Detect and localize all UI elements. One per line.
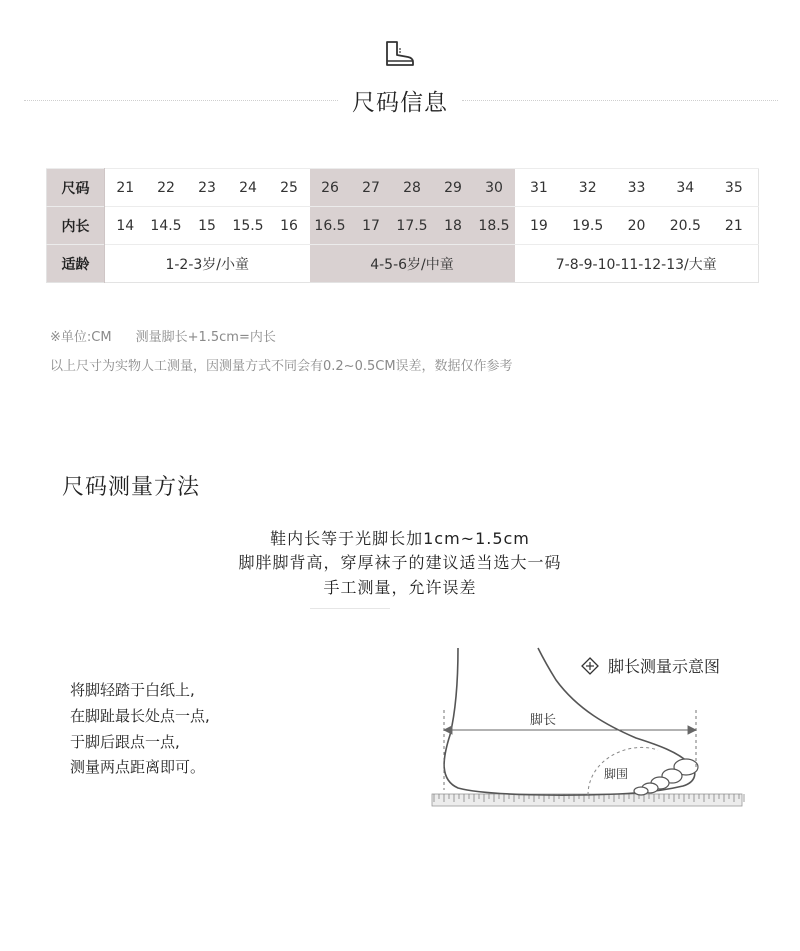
age-group-middle: 4-5-6岁/中童: [310, 245, 515, 283]
size-cell: 27: [351, 169, 392, 207]
length-cell: 19: [515, 207, 564, 245]
length-cell: 15: [187, 207, 228, 245]
row-label-inner-length: 内长: [47, 207, 105, 245]
length-label: 脚长: [530, 713, 557, 728]
length-cell: 17.5: [392, 207, 433, 245]
length-cell: 21: [710, 207, 759, 245]
size-cell: 24: [228, 169, 269, 207]
age-group-small: 1-2-3岁/小童: [105, 245, 310, 283]
length-cell: 20: [612, 207, 661, 245]
length-cell: 15.5: [228, 207, 269, 245]
size-cell: 29: [433, 169, 474, 207]
ruler: [432, 794, 744, 806]
length-cell: 18.5: [474, 207, 515, 245]
size-cell: 22: [146, 169, 187, 207]
length-cell: 20.5: [661, 207, 710, 245]
tip-divider: [310, 608, 390, 609]
length-cell: 19.5: [563, 207, 612, 245]
size-cell: 31: [515, 169, 564, 207]
size-table: [46, 168, 759, 283]
unit-text: ※单位:CM: [50, 330, 112, 345]
size-cell: 21: [105, 169, 146, 207]
age-group-large: 7-8-9-10-11-12-13/大童: [515, 245, 759, 283]
length-cell: 18: [433, 207, 474, 245]
tip-line: 脚胖脚背高，穿厚袜子的建议适当选大一码: [238, 553, 562, 572]
size-cell: 30: [474, 169, 515, 207]
row-label-age: 适龄: [47, 245, 105, 283]
section-title: 尺码测量方法: [62, 475, 201, 500]
step-line: 将脚轻踏于白纸上,: [70, 681, 195, 699]
girth-label: 脚围: [604, 767, 629, 781]
size-cell: 32: [563, 169, 612, 207]
size-cell: 35: [710, 169, 759, 207]
size-cell: 34: [661, 169, 710, 207]
length-cell: 14.5: [146, 207, 187, 245]
length-cell: 17: [351, 207, 392, 245]
size-cell: 26: [310, 169, 351, 207]
boot-icon: [384, 40, 416, 68]
age-row: [47, 245, 759, 283]
unit-note: [50, 326, 276, 345]
size-cell: 33: [612, 169, 661, 207]
length-cell: 16.5: [310, 207, 351, 245]
size-cell: 23: [187, 169, 228, 207]
size-cell: 28: [392, 169, 433, 207]
step-line: 于脚后跟点一点,: [70, 733, 180, 751]
step-line: 测量两点距离即可。: [70, 758, 206, 776]
formula-text: 测量脚长+1.5cm=内长: [135, 330, 276, 345]
inner-length-row: [47, 207, 759, 245]
length-cell: 14: [105, 207, 146, 245]
diamond-plus-icon: [582, 658, 598, 674]
size-cell: 25: [269, 169, 310, 207]
disclaimer-note: 以上尺寸为实物人工测量，因测量方式不同会有0.2~0.5CM误差，数据仅作参考: [50, 359, 513, 374]
length-cell: 16: [269, 207, 310, 245]
row-label-size: 尺码: [47, 169, 105, 207]
page-title: 尺码信息: [0, 84, 800, 117]
tip-line: 鞋内长等于光脚长加1cm~1.5cm: [270, 529, 530, 548]
foot-measurement-diagram: [428, 640, 758, 820]
size-row: [47, 169, 759, 207]
step-line: 在脚趾最长处点一点,: [70, 707, 210, 725]
tip-line: 手工测量，允许误差: [323, 578, 477, 597]
diagram-title: 脚长测量示意图: [608, 657, 721, 676]
